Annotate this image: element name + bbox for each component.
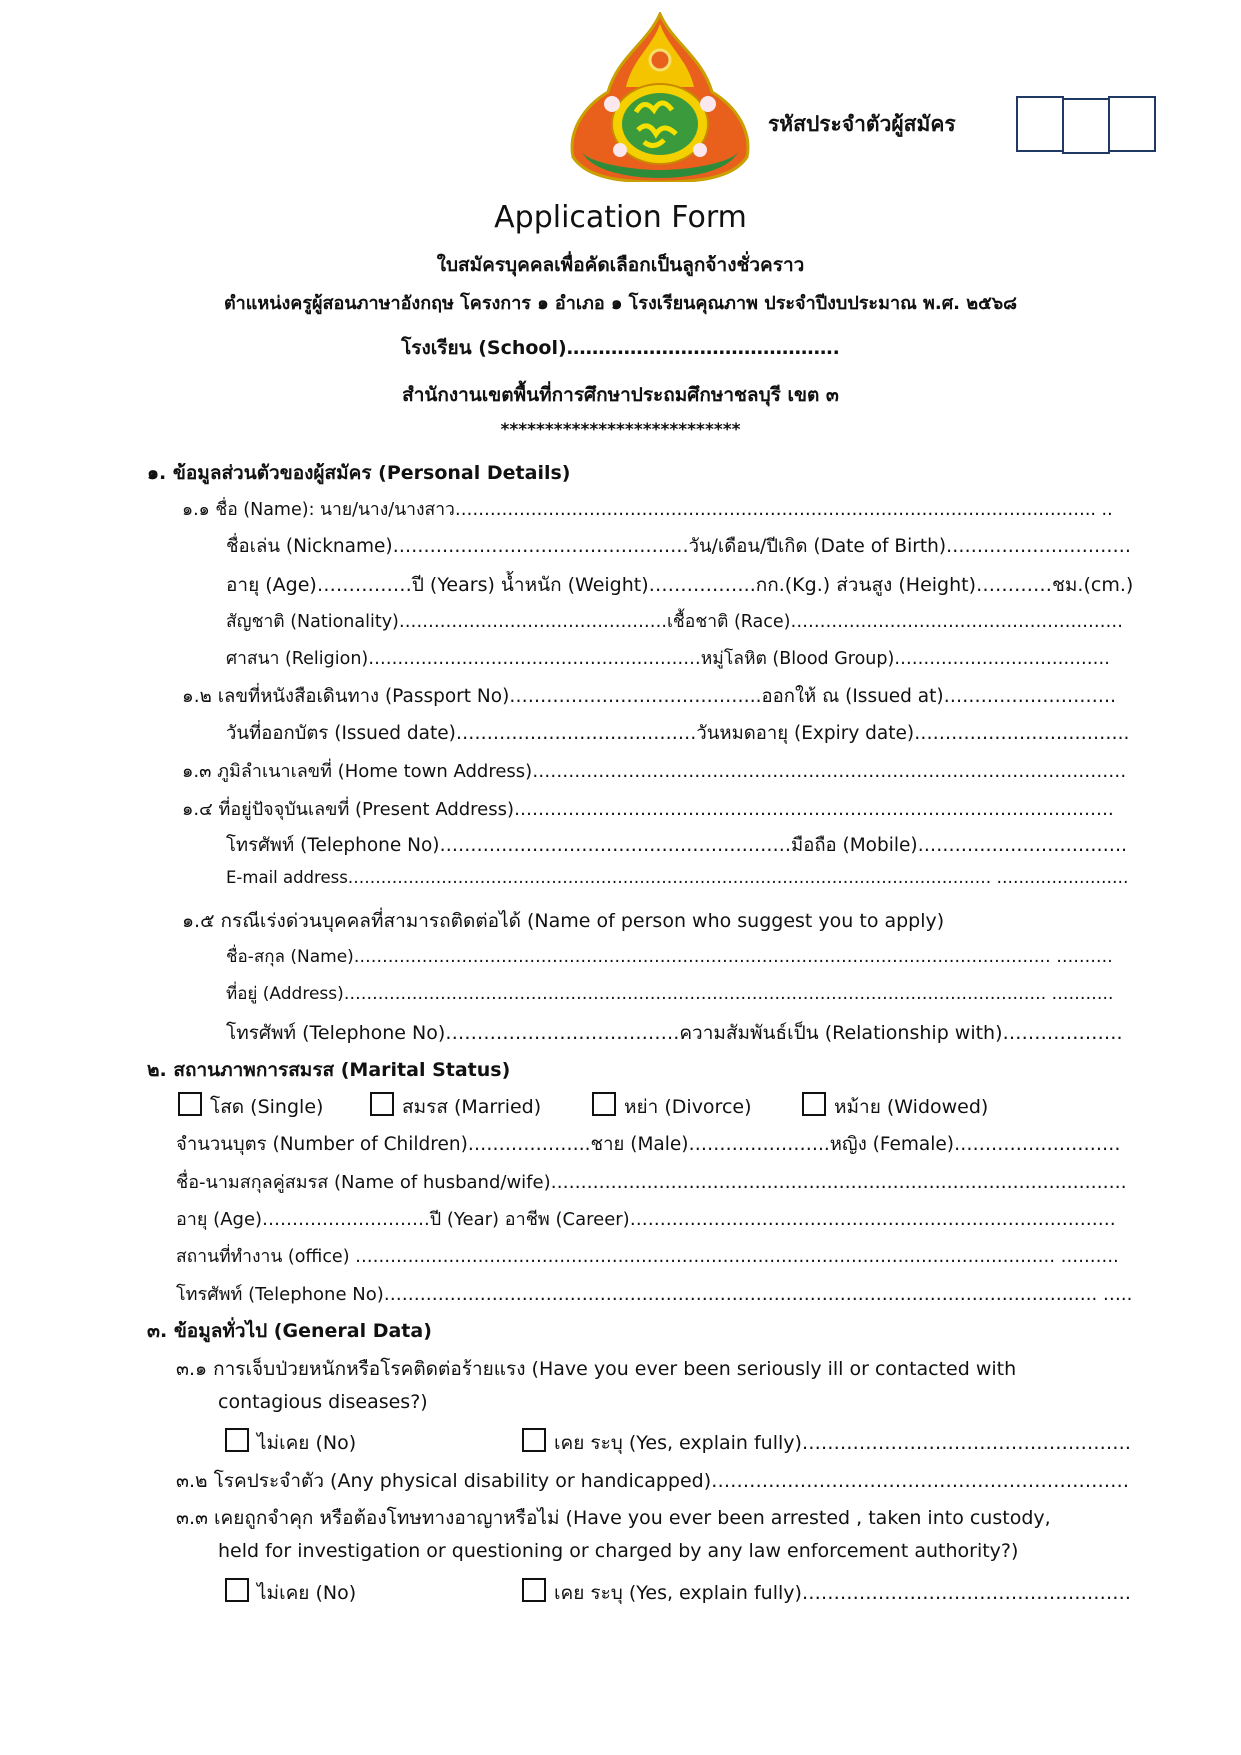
illness-question: ๓.๑ การเจ็บป่วยหนักหรือโรคติดต่อร้ายแรง (Have you ever been seriously ill or contacted with: [176, 1358, 1017, 1380]
applicant-code-box[interactable]: [1062, 98, 1110, 154]
option-label: ไม่เคย (No): [257, 1432, 357, 1454]
office-name: สำนักงานเขตพื้นที่การศึกษาประถมศึกษาชลบุรี เขต ๓: [402, 384, 839, 406]
seal-logo: [562, 12, 758, 182]
arrest-no-option[interactable]: [225, 1578, 356, 1608]
marital-option-married[interactable]: [370, 1092, 541, 1122]
passport-dates-field[interactable]: วันที่ออกบัตร (Issued date)…………………………………วันหมดอายุ (Expiry date)……………………………..: [226, 723, 1130, 744]
religion-blood-field[interactable]: ศาสนา (Religion)…………………………………………………หมู่โลหิต (Blood Group)……………………………….: [226, 649, 1110, 669]
passport-field[interactable]: ๑.๒ เลขที่หนังสือเดินทาง (Passport No)…………………………………..ออกให้ ณ (Issued at)……………………….: [182, 686, 1116, 707]
separator-stars: ***************************: [500, 420, 741, 440]
age-weight-height-field[interactable]: อายุ (Age)……………ปี (Years) น้ำหนัก (Weight)……………..กก.(Kg.) ส่วนสูง (Height)…………ชม.(cm.): [226, 574, 1134, 596]
applicant-code-box[interactable]: [1108, 96, 1156, 152]
disability-field[interactable]: ๓.๒ โรคประจำตัว (Any physical disability or handicapped)…………………………………………………………: [176, 1470, 1130, 1492]
contact-address-field[interactable]: ที่อยู่ (Address)……………………………………………………………………………………………………………. ………..: [226, 984, 1114, 1004]
section2-heading: ๒. สถานภาพการสมรส (Marital Status): [147, 1059, 511, 1081]
checkbox[interactable]: [802, 1092, 826, 1116]
school-field[interactable]: โรงเรียน (School)…………………………………….: [401, 337, 840, 359]
illness-yes-option[interactable]: [522, 1428, 1131, 1458]
hometown-address-field[interactable]: ๑.๓ ภูมิลำเนาเลขที่ (Home town Address)………………………………………………………………………………………: [182, 761, 1127, 782]
checkbox[interactable]: [225, 1428, 249, 1452]
applicant-code-label: รหัสประจำตัวผู้สมัคร: [768, 112, 956, 136]
arrest-question: ๓.๓ เคยถูกจำคุก หรือต้องโทษทางอาญาหรือไม่ (Have you ever been arrested , taken into custody,: [176, 1507, 1051, 1529]
children-field[interactable]: จำนวนบุตร (Number of Children)………………..ชาย (Male)…………………..หญิง (Female)………………………: [176, 1134, 1121, 1155]
checkbox[interactable]: [592, 1092, 616, 1116]
form-title: Application Form: [494, 200, 747, 235]
arrest-question-cont: held for investigation or questioning or charged by any law enforcement authority?): [218, 1540, 1019, 1562]
arrest-yes-option[interactable]: [522, 1578, 1131, 1608]
section1-heading: ๑. ข้อมูลส่วนตัวของผู้สมัคร (Personal Details): [147, 462, 571, 484]
applicant-code-boxes: [1018, 96, 1156, 152]
option-label: ไม่เคย (No): [257, 1582, 357, 1604]
option-label: เคย ระบุ (Yes, explain fully)…………………………………………….: [554, 1582, 1131, 1604]
spouse-name-field[interactable]: ชื่อ-นามสกุลคู่สมรส (Name of husband/wife)……………………………………………………………………………………: [176, 1172, 1127, 1193]
option-label: เคย ระบุ (Yes, explain fully)…………………………………………….: [554, 1432, 1131, 1454]
option-label: สมรส (Married): [402, 1096, 542, 1118]
marital-option-widowed[interactable]: [802, 1092, 988, 1122]
section3-heading: ๓. ข้อมูลทั่วไป (General Data): [147, 1320, 432, 1342]
marital-option-divorce[interactable]: [592, 1092, 752, 1122]
checkbox[interactable]: [225, 1578, 249, 1602]
illness-no-option[interactable]: [225, 1428, 356, 1458]
spouse-age-career-field[interactable]: อายุ (Age)……………………….ปี (Year) อาชีพ (Career)………………………………………………………………………: [176, 1209, 1116, 1230]
nickname-dob-field[interactable]: ชื่อเล่น (Nickname)…………………………………………วัน/เดือน/ปีเกิด (Date of Birth)…………………………: [226, 536, 1132, 557]
illness-question-cont: contagious diseases?): [218, 1391, 428, 1413]
checkbox[interactable]: [370, 1092, 394, 1116]
option-label: หย่า (Divorce): [624, 1096, 752, 1118]
checkbox[interactable]: [178, 1092, 202, 1116]
present-address-field[interactable]: ๑.๔ ที่อยู่ปัจจุบันเลขที่ (Present Address)……………………………………………………………………………………….: [182, 799, 1114, 820]
email-field[interactable]: E-mail address……………………………………………………………………………………………………… ……………………: [226, 868, 1129, 887]
telephone-mobile-field[interactable]: โทรศัพท์ (Telephone No)…………………………………………………มือถือ (Mobile)…………………………….: [226, 835, 1128, 856]
checkbox[interactable]: [522, 1578, 546, 1602]
spouse-office-field[interactable]: สถานที่ทำงาน (office) ………………………………………………………………………………………………………… ……….: [176, 1247, 1119, 1267]
spouse-phone-field[interactable]: โทรศัพท์ (Telephone No)……………………………………………………………………………………………………….. …..: [176, 1284, 1133, 1305]
name-field[interactable]: ๑.๑ ชื่อ (Name): นาย/นาง/นางสาว……………………………………………………………………………………………….. ..: [182, 500, 1113, 520]
marital-option-single[interactable]: [178, 1092, 323, 1122]
nationality-race-field[interactable]: สัญชาติ (Nationality)……………………………………….เชื้อชาติ (Race)…………………………………………………: [226, 612, 1123, 632]
option-label: โสด (Single): [210, 1096, 324, 1118]
position-line: ตำแหน่งครูผู้สอนภาษาอังกฤษ โครงการ ๑ อำเภอ ๑ โรงเรียนคุณภาพ ประจำปีงบประมาณ พ.ศ. ๒๕๖๘: [223, 293, 1018, 314]
emergency-contact-label: ๑.๕ กรณีเร่งด่วนบุคคลที่สามารถติดต่อได้ (Name of person who suggest you to apply): [182, 910, 945, 932]
option-label: หม้าย (Widowed): [834, 1096, 989, 1118]
contact-name-field[interactable]: ชื่อ-สกุล (Name)…………………………………………………………………………………………………………… ……….: [226, 947, 1113, 967]
applicant-code-box[interactable]: [1016, 96, 1064, 152]
contact-phone-relationship-field[interactable]: โทรศัพท์ (Telephone No)……………………………….ความสัมพันธ์เป็น (Relationship with)……………….: [226, 1022, 1123, 1044]
form-subtitle: ใบสมัครบุคคลเพื่อคัดเลือกเป็นลูกจ้างชั่วคราว: [436, 254, 805, 276]
checkbox[interactable]: [522, 1428, 546, 1452]
